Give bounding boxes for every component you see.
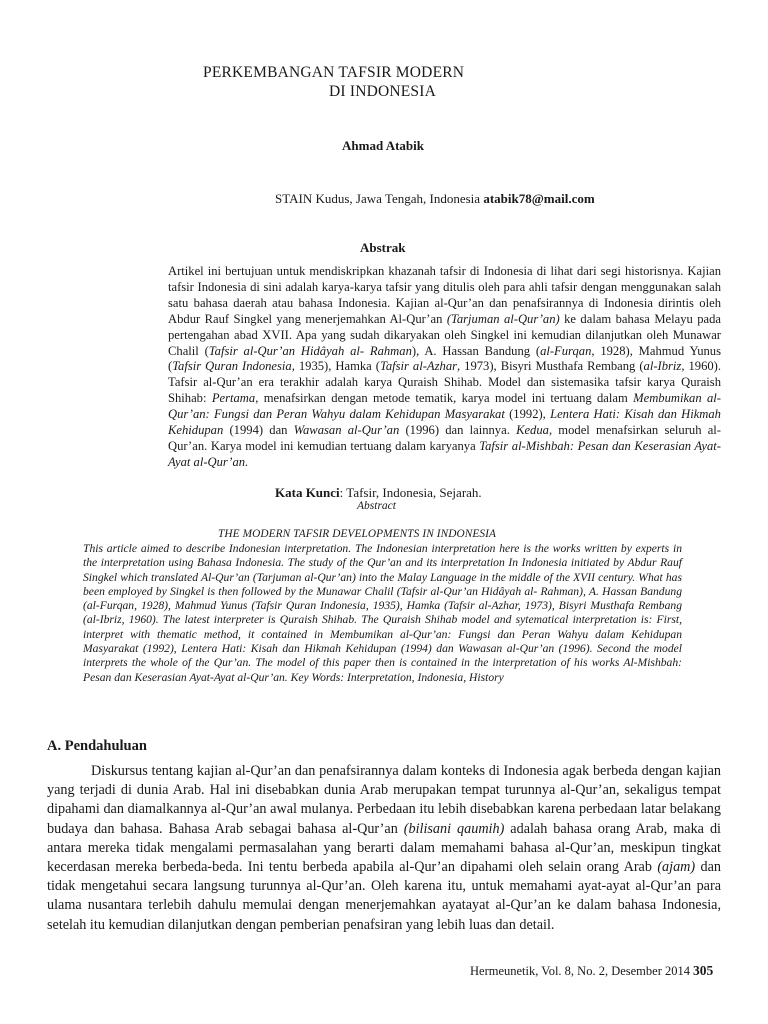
text-run: Diskursus tentang kajian al-Qur’an dan penafsirannya dalam konteks di Indonesia agak berbeda dengan kajian yang terjadi di dunia Arab. Hal ini disebabkan dunia Arab merupakan tempat turunnya al-Qur’an, sekaligus tempat dipahami dan diamalkannya al-Qur’an awal mulanya. Perbedaan itu lebih disebabkan karena perbedaan latar belakang budaya dan bahasa. Bahasa Arab sebagai bahasa al-Qur’an	[47, 763, 721, 837]
affiliation	[275, 191, 595, 207]
text-run: (1992),	[504, 407, 551, 422]
journal-citation: Hermeunetik, Vol. 8, No. 2, Desember 2014	[470, 964, 690, 978]
text-run: al-Ibriz	[643, 359, 682, 374]
text-run: Tafsir al-Azhar	[379, 359, 458, 374]
text-run: Tafsir al-Qur’an Hidâyah al- Rahman	[208, 343, 412, 358]
text-run: Wawasan al-Qur’an	[293, 423, 400, 438]
text-run: (1994) dan	[223, 423, 294, 438]
text-run: Membumikan al-Qur’an: Fungsi dan Peran Wahyu dalam Kehidupan Masyarakat	[168, 391, 721, 422]
text-run: Tafsir Quran Indonesia	[172, 359, 292, 374]
text-run: Pertama	[211, 391, 256, 406]
text-run: , menafsirkan dengan metode tematik, karya model ini tertuang dalam	[255, 391, 634, 406]
text-run: Artikel ini bertujuan untuk mendiskripkan khazanah tafsir di Indonesia di lihat dari segi historisnya. Kajian tafsir Indonesia di sini adalah karya-karya tafsir yang ditulis oleh para ahli tafsir dengan menggunakan salah satu bahasa daerah atau bahasa Indonesia. Kajian al-Qur’an dan penafsirannya di Indonesia dirintis oleh Abdur Rauf Singkel yang menerjemahkan Al-Qur’an	[168, 264, 721, 326]
text-run: adalah bahasa orang Arab, maka di antara mereka tidak mengalami permasalahan yang berarti dalam memahami bahasa al-Qur’an, meskipun tingkat kecerdasan mereka berbeda-beda. Ini tentu berbeda apabila al-Qur’an dipahami oleh selain orang Arab	[47, 820, 721, 876]
text-run: dan tidak mengetahui secara langsung turunnya al-Qur’an. Oleh karena itu, untuk memahami ayat-ayat al-Qur’an para ulama nusantara terlebih dahulu memulai dengan menerjemahkan ayatayat al-Qur’an ke dalam bahasa Indonesia, setelah itu kemudian dilanjutkan dengan pemberian penafsiran yang lebih luas dan detail.	[47, 859, 721, 933]
keywords-text: : Tafsir, Indonesia, Sejarah.	[339, 485, 482, 500]
text-run: ), A. Hassan Bandung (	[411, 343, 541, 358]
paper-title	[203, 63, 464, 101]
section-body	[47, 762, 721, 935]
paper-title-line1: PERKEMBANGAN TAFSIR MODERN	[203, 64, 465, 81]
author-email: atabik78@mail.com	[483, 191, 595, 206]
page-number: 305	[693, 963, 714, 978]
abstrak-heading: Abstrak	[360, 240, 406, 255]
section-heading: A. Pendahuluan	[47, 738, 147, 754]
text-run: (Tarjuman al-Qur’an)	[446, 311, 560, 326]
text-run: , model menafsirkan seluruh al-Qur’an. Karya model ini kemudian tertuang dalam karyanya	[168, 423, 722, 453]
affiliation-institution: STAIN Kudus, Jawa Tengah, Indonesia	[275, 191, 481, 206]
text-run: , 1973), Bisyri Musthafa Rembang (	[457, 359, 644, 374]
paper-title-line2: DI INDONESIA	[329, 83, 437, 100]
abstract-body	[83, 542, 682, 685]
page-footer	[470, 963, 713, 979]
section-paragraph	[47, 762, 721, 935]
abstrak-body	[168, 264, 721, 471]
english-title: THE MODERN TAFSIR DEVELOPMENTS IN INDONESIA	[218, 528, 497, 540]
abstract-heading: Abstract	[357, 500, 396, 512]
text-run: , 1928), Mahmud Yunus (	[168, 343, 721, 374]
text-run: Tafsir al-Mishbah: Pesan dan Keserasian Ayat-Ayat al-Qur’an.	[168, 438, 722, 469]
keywords-label: Kata Kunci	[275, 485, 340, 500]
text-run: ke dalam bahasa Melayu pada pertengahan abad XVII. Apa yang sudah dikaryakan oleh Singkel ini kemudian dilanjutkan oleh Munawar Chalil (	[168, 311, 721, 358]
text-run: , 1935), Hamka (	[291, 359, 380, 374]
abstract-paragraph: This article aimed to describe Indonesian interpretation. The Indonesian interpretation here is the works written by experts in the interpretation using Bahasa Indonesia. The study of the Qur’an and its interpretation In Indonesia initiated by Abdur Rauf Singkel which translated Al-Qur’an (Tarjuman al-Qur’an) into the Malay Language in the middle of the XVII century. What has been employed by Singkel is then followed by the Munawar Chalil (Tafsir al-Qur’an Hidâyah al- Rahman), A. Hassan Bandung (al-Furqan, 1928), Mahmud Yunus (Tafsir Quran Indonesia, 1935), Hamka (Tafsir al-Azhar, 1973), Bisyri Musthafa Rembang (al-Ibriz, 1960). The latest interpreter is Quraish Shihab. The Quraish Shihab model and sytematical interpretation is: First, interpret with thematic method, it contained in Membumikan al-Qur’an: Fungsi dan Peran Wahyu dalam Kehidupan Masyarakat (1992), Lentera Hati: Kisah dan Hikmah Kehidupan (1994) dan Wawasan al-Qur’an (1996). Second the model interprets the whole of the Qur’an. The model of this paper then is contained in the interpretation of his works Al-Mishbah: Pesan dan Keserasian Ayat-Ayat al-Qur’an. Key Words: Interpretation, Indonesia, History	[83, 542, 682, 684]
text-run: (1996) dan lainnya.	[399, 423, 517, 438]
text-run: , 1960). Tafsir al-Qur’an era terakhir adalah karya Quraish Shihab. Model dan sistemasika tafsir karya Quraish Shihab:	[168, 359, 722, 406]
author-name: Ahmad Atabik	[342, 138, 424, 153]
text-run: Kedua	[516, 423, 549, 438]
text-run: al-Furqan	[540, 343, 592, 358]
text-run: Lentera Hati: Kisah dan Hikmah Kehidupan	[168, 407, 721, 438]
keywords	[275, 485, 482, 501]
text-run: (bilisani qaumih)	[403, 820, 505, 837]
text-run: (ajam)	[657, 859, 696, 876]
abstrak-paragraph	[168, 264, 721, 471]
